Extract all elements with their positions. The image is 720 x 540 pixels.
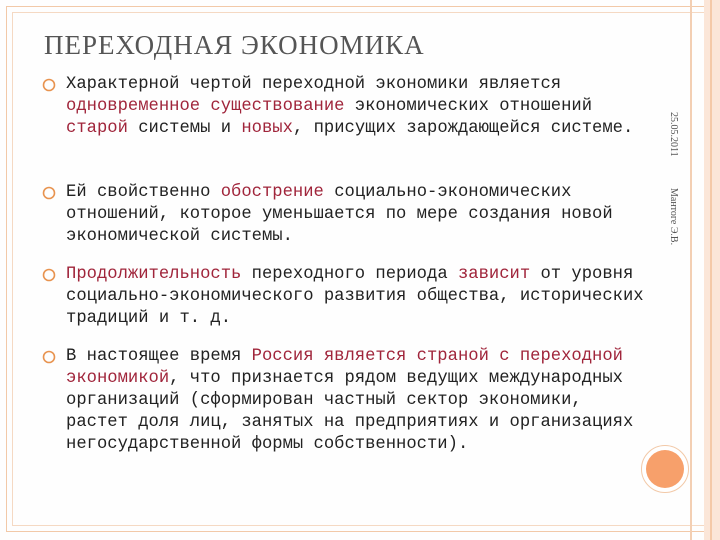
body-text: , что признается рядом ведущих международных организаций (сформирован частный сектор экономики, растет доля лиц, занятых на предприятиях и организациях негосударственной формы собственности).: [66, 369, 634, 454]
highlighted-text: Россия является страной с переходной экономикой: [66, 347, 623, 388]
bullet-text: [66, 264, 644, 330]
highlighted-text: Продолжительность: [66, 265, 242, 284]
body-text: системы и: [127, 119, 242, 138]
body-text: от уровня социально-экономического развития общества, исторических традиций и т. д.: [66, 265, 644, 328]
slide-author: Мантоге Э.В.: [668, 188, 679, 246]
right-decor-band: [704, 0, 720, 540]
highlighted-text: одновременное существование: [66, 97, 345, 116]
right-decor-line: [690, 0, 692, 540]
bullet-circle-icon: [40, 266, 58, 284]
highlighted-text: зависит: [457, 265, 531, 284]
highlighted-text: обострение: [220, 183, 324, 202]
bullet-text: [66, 74, 644, 140]
slide-title: ПЕРЕХОДНАЯ ЭКОНОМИКА: [44, 30, 425, 60]
bullet-text: [66, 346, 644, 456]
slide-date: 25.05.2011: [668, 112, 679, 157]
decor-circle: [646, 450, 684, 488]
bullet-circle-icon: [40, 184, 58, 202]
body-text: экономических отношений: [344, 97, 593, 116]
bullet-circle-icon: [40, 76, 58, 94]
body-text: социально-экономических отношений, которое уменьшается по мере создания новой экономической системы.: [66, 183, 613, 246]
bullet-text: [66, 182, 644, 248]
body-text: Ей свойственно: [66, 183, 221, 202]
bullet-circle-icon: [40, 348, 58, 366]
body-text: Характерной чертой переходной экономики является: [66, 75, 562, 94]
right-decor-line-2: [710, 0, 712, 540]
body-text: , присущих зарождающейся системе.: [292, 119, 634, 138]
highlighted-text: старой: [66, 119, 128, 138]
body-text: переходного периода: [241, 265, 458, 284]
highlighted-text: новых: [241, 119, 293, 138]
body-text: В настоящее время: [66, 347, 252, 366]
